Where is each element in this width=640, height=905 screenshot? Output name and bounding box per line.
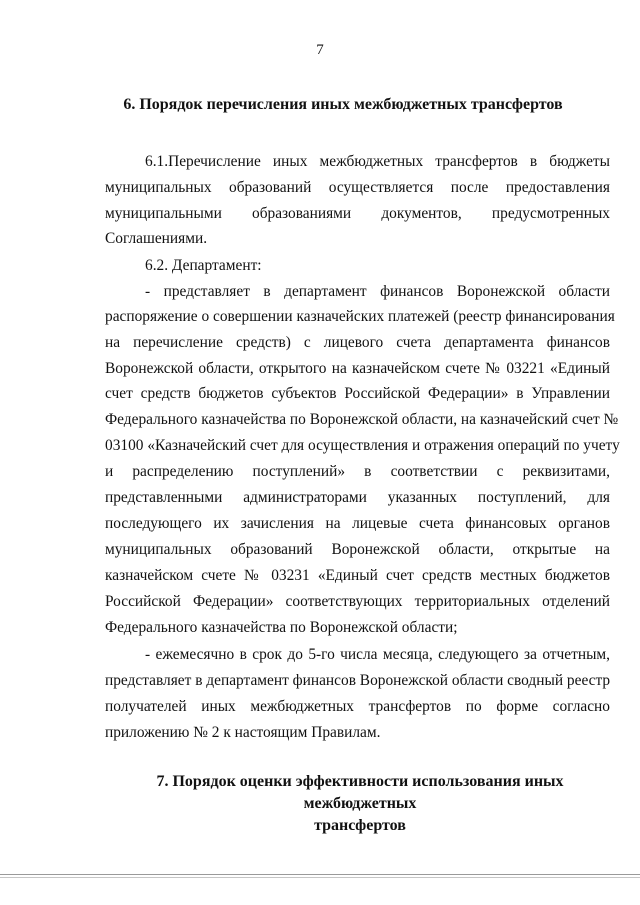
text-line: - представляет в департамент финансов Воронежской области bbox=[145, 283, 610, 300]
footer-divider bbox=[0, 874, 640, 875]
text-line: на перечисление средств) с лицевого счета департамента финансов bbox=[105, 334, 610, 351]
text-line: 6.2. Департамент: bbox=[145, 257, 262, 274]
section-7-heading-line-1: 7. Порядок оценки эффективности использования иных межбюджетных bbox=[156, 773, 564, 812]
text-line: муниципальных образований осуществляется после предоставления bbox=[105, 179, 610, 196]
text-line: получателей иных межбюджетных трансфертов по форме согласно bbox=[105, 698, 610, 715]
section-7-heading bbox=[110, 771, 610, 837]
text-line: Воронежской области, открытого на казначейском счете № 03221 «Единый bbox=[105, 360, 610, 377]
text-line: 6.1.Перечисление иных межбюджетных трансфертов в бюджеты bbox=[145, 153, 610, 170]
text-line: - ежемесячно в срок до 5-го числа месяца, следующего за отчетным, bbox=[145, 646, 610, 663]
text-line: Соглашениями. bbox=[105, 230, 208, 247]
text-line: 03100 «Казначейский счет для осуществления и отражения операций по учету bbox=[105, 437, 620, 454]
text-line: представляет в департамент финансов Воронежской области сводный реестр bbox=[105, 672, 611, 689]
section-7-heading-line-2: трансфертов bbox=[314, 817, 406, 834]
page-number: 7 bbox=[316, 42, 324, 58]
section-6-heading: 6. Порядок перечисления иных межбюджетных трансфертов bbox=[123, 96, 563, 113]
text-line: и распределению поступлений» в соответствии с реквизитами, bbox=[105, 463, 610, 480]
text-line: муниципальных образований Воронежской области, открытые на bbox=[105, 541, 610, 558]
text-line: представленными администраторами указанных поступлений, для bbox=[105, 489, 610, 506]
footer-divider-secondary bbox=[0, 877, 640, 878]
text-line: Российской Федерации» соответствующих территориальных отделений bbox=[105, 593, 610, 610]
text-line: счет средств бюджетов субъектов Российской Федерации» в Управлении bbox=[105, 385, 610, 402]
text-line: муниципальными образованиями документов, предусмотренных bbox=[105, 205, 610, 222]
text-line: Федерального казначейства по Воронежской области; bbox=[105, 619, 458, 636]
text-line: приложению № 2 к настоящим Правилам. bbox=[105, 724, 381, 741]
text-line: Федерального казначейства по Воронежской области, на казначейский счет № bbox=[105, 411, 619, 428]
text-line: распоряжение о совершении казначейских платежей (реестр финансирования bbox=[105, 308, 615, 325]
text-line: казначейском счете № 03231 «Единый счет средств местных бюджетов bbox=[105, 567, 610, 584]
text-line: последующего их зачисления на лицевые счета финансовых органов bbox=[105, 515, 610, 532]
